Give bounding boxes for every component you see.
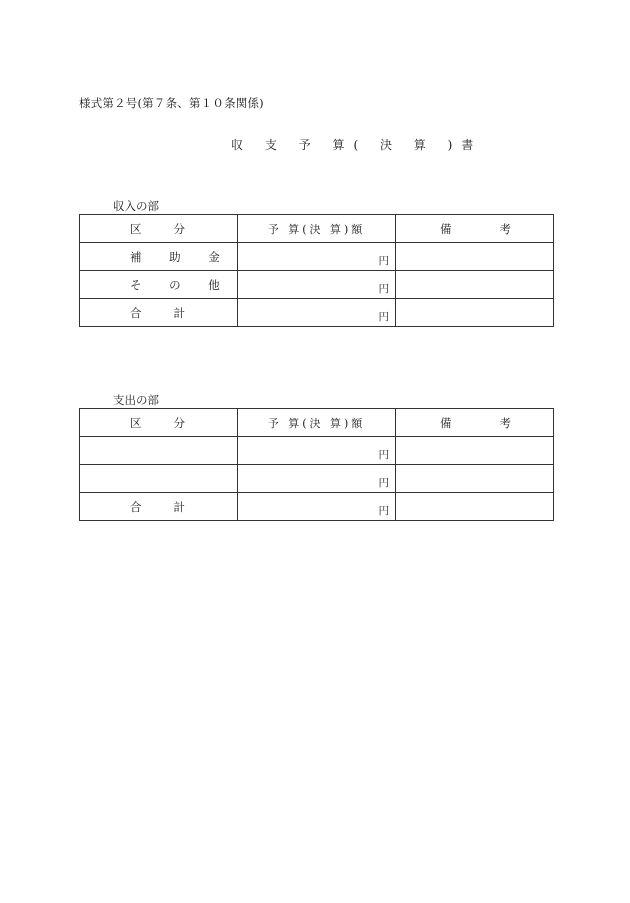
remarks-cell[interactable] (396, 437, 554, 465)
header-biko-b: 考 (499, 415, 511, 430)
header-kubun-b: 分 (173, 221, 185, 236)
row-label-sonota: そ の 他 (80, 271, 238, 299)
table-row (80, 271, 554, 299)
header-kubun-a: 区 (130, 415, 142, 430)
header-kubun (80, 215, 238, 243)
expense-section-label: 支出の部 (113, 393, 159, 407)
total-label (80, 493, 238, 521)
remarks-cell[interactable] (396, 299, 554, 327)
document-title: 収 支 予 算( 決 算 )書 (231, 138, 483, 152)
header-kubun (80, 409, 238, 437)
expense-table (79, 408, 554, 521)
total-amount-cell[interactable] (238, 493, 396, 521)
yen-unit: 円 (378, 283, 389, 295)
income-header-row (80, 215, 554, 243)
header-yosan: 予 算(決 算)額 (238, 215, 396, 243)
total-row (80, 299, 554, 327)
header-kubun-b: 分 (173, 415, 185, 430)
row-label[interactable] (80, 465, 238, 493)
yen-unit: 円 (378, 477, 389, 489)
row-label[interactable] (80, 437, 238, 465)
income-table (79, 214, 554, 327)
remarks-cell[interactable] (396, 271, 554, 299)
header-biko-b: 考 (499, 221, 511, 236)
amount-cell[interactable] (238, 243, 396, 271)
header-yosan: 予 算(決 算)額 (238, 409, 396, 437)
total-label-a: 合 (130, 305, 142, 320)
header-biko (396, 409, 554, 437)
header-biko-a: 備 (440, 415, 452, 430)
amount-cell[interactable] (238, 465, 396, 493)
total-label-b: 計 (173, 305, 185, 320)
amount-cell[interactable] (238, 271, 396, 299)
total-label-a: 合 (130, 499, 142, 514)
yen-unit: 円 (378, 449, 389, 461)
total-label-b: 計 (173, 499, 185, 514)
form-number: 様式第２号(第７条、第１０条関係) (79, 96, 264, 110)
total-label (80, 299, 238, 327)
header-biko-a: 備 (440, 221, 452, 236)
table-row (80, 465, 554, 493)
table-row (80, 437, 554, 465)
yen-unit: 円 (378, 255, 389, 267)
total-amount-cell[interactable] (238, 299, 396, 327)
header-kubun-a: 区 (130, 221, 142, 236)
income-section-label: 収入の部 (113, 199, 159, 213)
amount-cell[interactable] (238, 437, 396, 465)
remarks-cell[interactable] (396, 243, 554, 271)
yen-unit: 円 (378, 311, 389, 323)
remarks-cell[interactable] (396, 493, 554, 521)
table-row (80, 243, 554, 271)
total-row (80, 493, 554, 521)
header-biko (396, 215, 554, 243)
expense-header-row (80, 409, 554, 437)
row-label-hojokin: 補 助 金 (80, 243, 238, 271)
remarks-cell[interactable] (396, 465, 554, 493)
yen-unit: 円 (378, 505, 389, 517)
